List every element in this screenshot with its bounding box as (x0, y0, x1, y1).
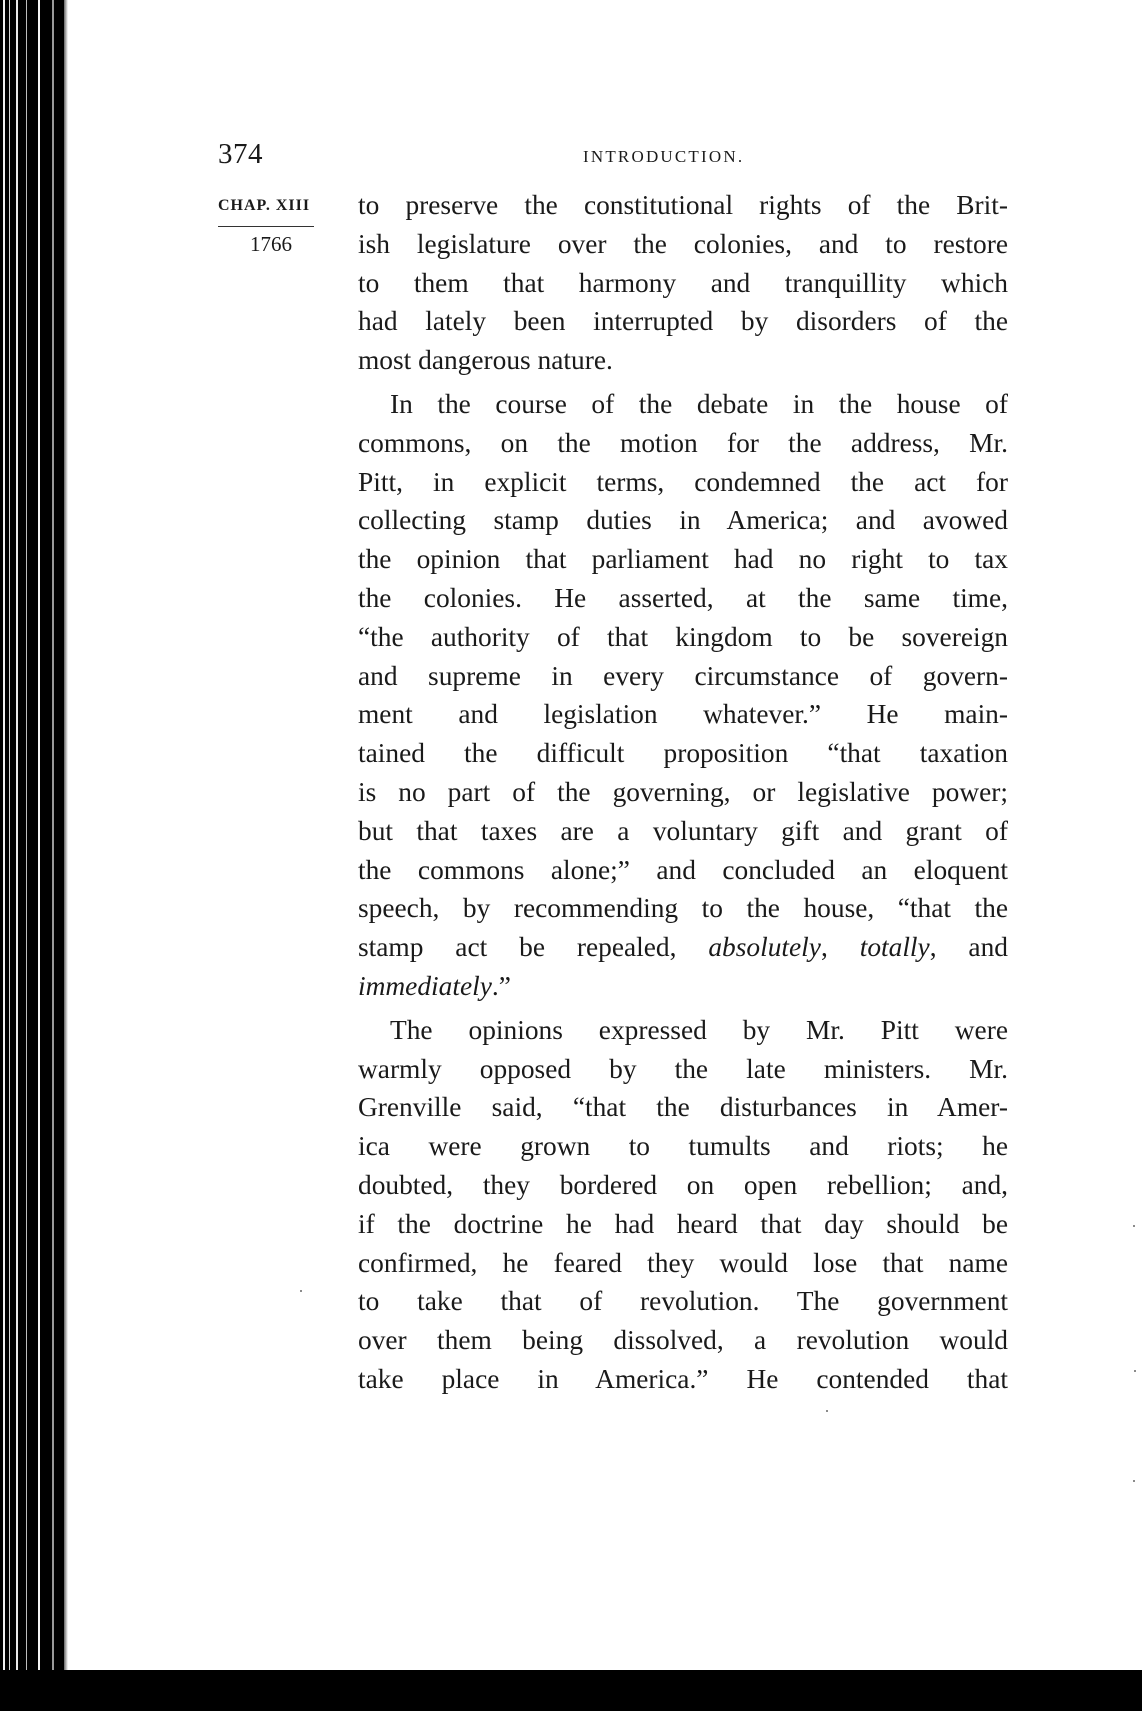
text-line: ica were grown to tumults and riots; he (358, 1131, 1008, 1162)
margin-year: 1766 (250, 232, 292, 256)
text-line: doubted, they bordered on open rebellion; and, (358, 1169, 1008, 1200)
margin-rule (218, 226, 314, 227)
text-line: over them being dissolved, a revolution would (358, 1325, 1008, 1356)
scan-speck (1133, 1225, 1135, 1227)
text-line (358, 928, 1008, 967)
italic-run: immediately (358, 970, 492, 1001)
text-line: but that taxes are a voluntary gift and grant of (358, 815, 1008, 846)
text-line: ish legislature over the colonies, and to restore (358, 228, 1008, 259)
margin-note (218, 194, 318, 257)
paragraph (358, 186, 1008, 380)
text-line: The opinions expressed by Mr. Pitt were (390, 1014, 1008, 1045)
text-line: take place in America.” He contended that (358, 1363, 1008, 1394)
text-line: the opinion that parliament had no right to tax (358, 544, 1008, 575)
text-line: to take that of revolution. The government (358, 1286, 1008, 1317)
text-line: the commons alone;” and concluded an eloquent (358, 854, 1008, 885)
italic-run: totally (859, 932, 930, 963)
text-line: to them that harmony and tranquillity which (358, 267, 1008, 298)
page-header (0, 138, 1142, 178)
page-number: 374 (218, 138, 263, 170)
italic-run: absolutely (708, 932, 821, 963)
text-line: confirmed, he feared they would lose that name (358, 1247, 1008, 1278)
text-line: In the course of the debate in the house of (390, 388, 1008, 419)
text-line: had lately been interrupted by disorders of the (358, 306, 1008, 337)
gutter-edge (64, 0, 68, 1711)
scan-speck (300, 1290, 302, 1292)
text-run: , (820, 932, 828, 963)
text-run: stamp act be repealed, (358, 932, 677, 963)
text-run: , and (929, 932, 1008, 963)
paragraph (358, 385, 1008, 1006)
text-line: Grenville said, “that the disturbances in Amer- (358, 1092, 1008, 1123)
scan-bottom-border (0, 1670, 1142, 1711)
text-line: warmly opposed by the late ministers. Mr. (358, 1053, 1008, 1084)
text-line: tained the difficult proposition “that taxation (358, 738, 1008, 769)
scan-speck (1134, 1370, 1136, 1372)
text-line: is no part of the governing, or legislative power; (358, 776, 1008, 807)
running-head: INTRODUCTION. (583, 147, 745, 166)
paragraph (358, 1011, 1008, 1399)
book-spine-shadow (0, 0, 64, 1711)
text-line: commons, on the motion for the address, Mr. (358, 427, 1008, 458)
body-text (358, 186, 1008, 1399)
scan-speck (1133, 1480, 1135, 1482)
text-line (358, 967, 1008, 1006)
text-line: the colonies. He asserted, at the same time, (358, 582, 1008, 613)
text-line: speech, by recommending to the house, “that the (358, 893, 1008, 924)
text-line: if the doctrine he had heard that day should be (358, 1208, 1008, 1239)
text-line: most dangerous nature. (358, 345, 613, 376)
text-line: Pitt, in explicit terms, condemned the act for (358, 466, 1008, 497)
text-line: “the authority of that kingdom to be sovereign (358, 621, 1008, 652)
text-line: collecting stamp duties in America; and avowed (358, 505, 1008, 536)
text-line: and supreme in every circumstance of govern- (358, 660, 1008, 691)
text-line: ment and legislation whatever.” He main- (358, 699, 1008, 730)
text-line: to preserve the constitutional rights of the Brit- (358, 190, 1008, 220)
text-run: .” (491, 970, 511, 1001)
chapter-label: CHAP. XIII (218, 197, 311, 214)
scan-speck (826, 1410, 828, 1412)
